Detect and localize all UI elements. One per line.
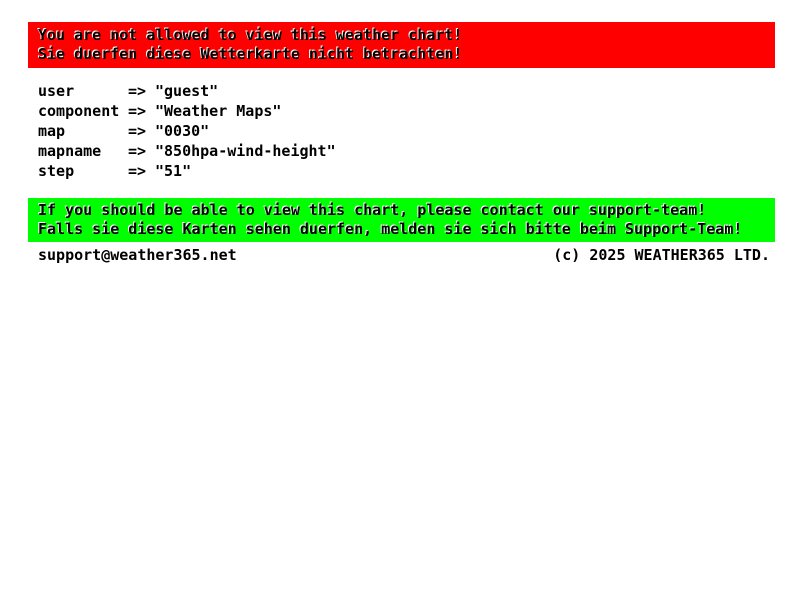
- arrow-glyph: =>: [128, 142, 147, 160]
- request-details: [38, 81, 336, 181]
- detail-key: component: [38, 102, 120, 120]
- footer: [38, 245, 770, 265]
- support-banner-line-en: If you should be able to view this chart, please contact our support-team!: [38, 201, 707, 219]
- detail-row-mapname: [38, 141, 336, 161]
- detail-value: "0030": [155, 122, 210, 140]
- detail-key: mapname: [38, 142, 102, 160]
- detail-row-step: [38, 161, 336, 181]
- support-banner-line-de: Falls sie diese Karten sehen duerfen, melden sie sich bitte beim Support-Team!: [38, 220, 743, 238]
- error-banner-line-de: Sie duerfen diese Wetterkarte nicht betrachten!: [38, 45, 463, 63]
- support-email: support@weather365.net: [38, 246, 237, 264]
- arrow-glyph: =>: [128, 122, 147, 140]
- detail-key: step: [38, 162, 75, 180]
- detail-key: user: [38, 82, 75, 100]
- error-banner: [28, 22, 775, 68]
- detail-value: "850hpa-wind-height": [155, 142, 336, 160]
- copyright-notice: (c) 2025 WEATHER365 LTD.: [553, 246, 770, 264]
- arrow-glyph: =>: [128, 162, 147, 180]
- arrow-glyph: =>: [128, 82, 147, 100]
- detail-row-component: [38, 101, 336, 121]
- detail-key: map: [38, 122, 66, 140]
- detail-row-map: [38, 121, 336, 141]
- detail-value: "Weather Maps": [155, 102, 282, 120]
- detail-value: "51": [155, 162, 192, 180]
- detail-row-user: [38, 81, 336, 101]
- detail-value: "guest": [155, 82, 219, 100]
- support-banner: [28, 198, 775, 242]
- error-banner-line-en: You are not allowed to view this weather chart!: [38, 26, 463, 44]
- arrow-glyph: =>: [128, 102, 147, 120]
